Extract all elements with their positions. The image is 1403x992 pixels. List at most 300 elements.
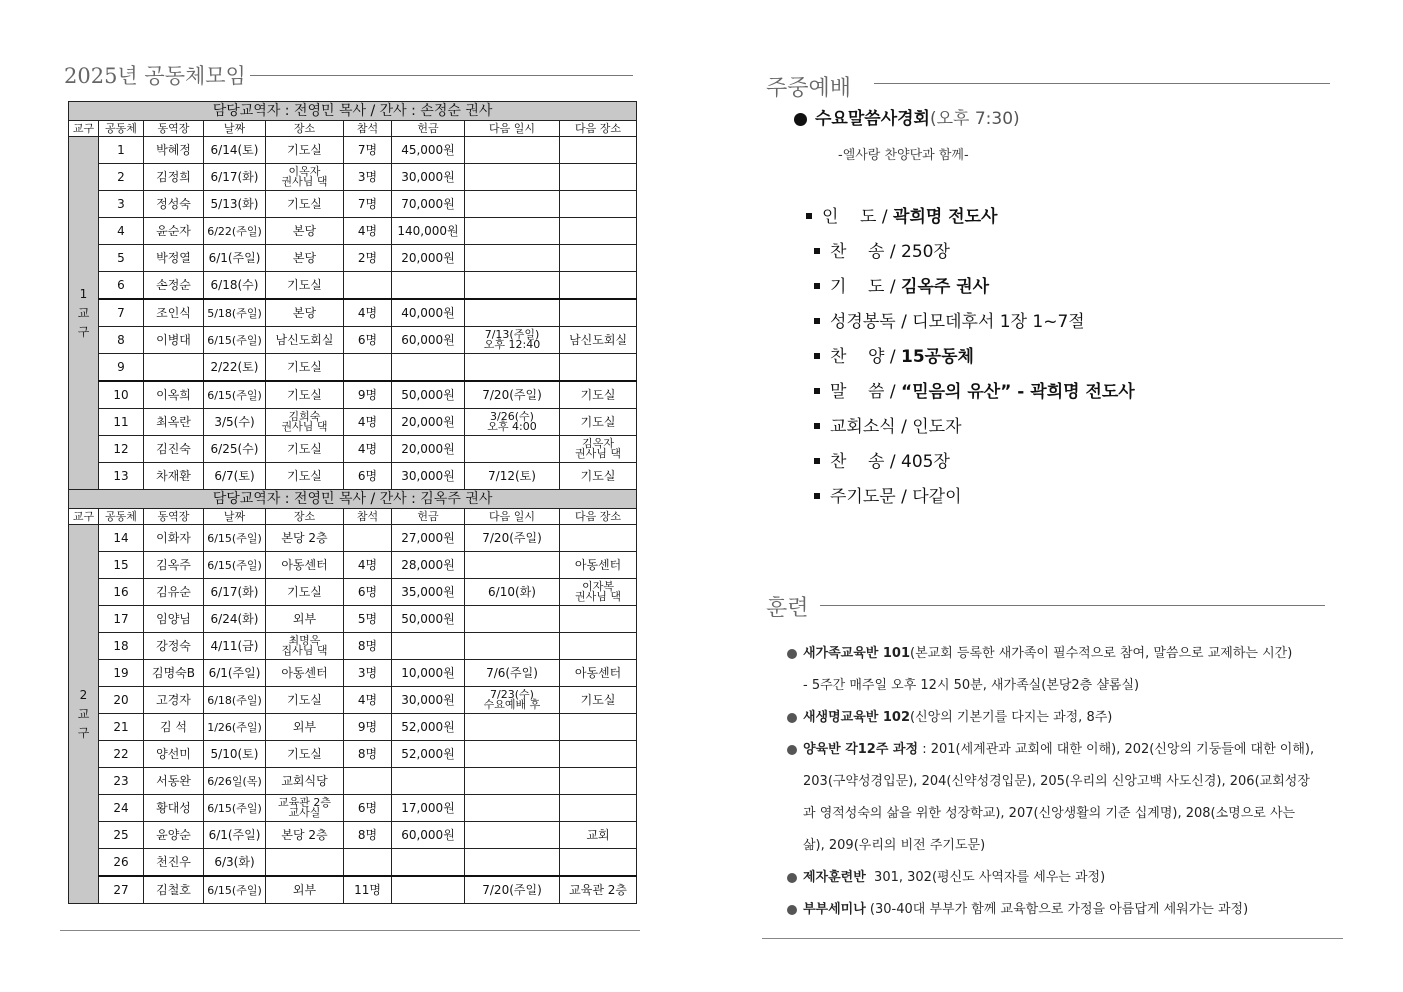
cell-no: 23 bbox=[99, 768, 144, 795]
column-header: 헌금 bbox=[392, 121, 465, 137]
order-separator: / bbox=[876, 207, 894, 227]
cell-leader: 이옥희 bbox=[144, 381, 204, 409]
cell-place: 기도실 bbox=[266, 381, 344, 409]
cell-line: 이자복 bbox=[582, 580, 614, 593]
training-text: : 201(세계관과 교회에 대한 이해), 202(신앙의 기둥들에 대한 이해), bbox=[918, 742, 1315, 757]
square-bullet-icon bbox=[814, 388, 820, 394]
cell-place: 본당 bbox=[266, 218, 344, 245]
cell-nplace bbox=[560, 579, 637, 606]
cell-no: 5 bbox=[99, 245, 144, 272]
cell-off: 17,000원 bbox=[392, 795, 465, 822]
order-separator: / bbox=[884, 242, 902, 262]
cell-ndate bbox=[465, 245, 560, 272]
square-bullet-icon bbox=[814, 493, 820, 499]
cell-ndate bbox=[465, 218, 560, 245]
cell-att bbox=[344, 768, 392, 795]
cell-date: 3/5(수) bbox=[204, 409, 266, 436]
cell-place bbox=[266, 164, 344, 191]
column-header: 공동체 bbox=[99, 509, 144, 525]
training-item bbox=[787, 702, 1317, 734]
cell-date: 6/14(토) bbox=[204, 137, 266, 164]
cell-date: 6/1(주일) bbox=[204, 660, 266, 687]
district-label: 1 교 구 bbox=[69, 137, 99, 490]
cell-date: 6/1(주일) bbox=[204, 245, 266, 272]
cell-no: 12 bbox=[99, 436, 144, 463]
cell-off: 30,000원 bbox=[392, 164, 465, 191]
training-item bbox=[787, 734, 1317, 766]
cell-leader: 최옥란 bbox=[144, 409, 204, 436]
cell-off: 30,000원 bbox=[392, 463, 465, 490]
cell-ndate bbox=[465, 606, 560, 633]
order-label: 성경봉독 bbox=[830, 312, 896, 332]
training-item bbox=[787, 766, 1317, 798]
square-bullet-icon bbox=[814, 318, 820, 324]
cell-line: 오후 12:40 bbox=[483, 338, 541, 351]
training-list bbox=[787, 638, 1317, 926]
cell-nplace bbox=[560, 354, 637, 382]
table-row bbox=[69, 606, 637, 633]
order-label: 기 도 bbox=[830, 277, 885, 297]
column-header: 참석 bbox=[344, 509, 392, 525]
cell-att: 6명 bbox=[344, 327, 392, 354]
cell-date: 6/1(주일) bbox=[204, 822, 266, 849]
cell-off: 60,000원 bbox=[392, 327, 465, 354]
cell-no: 26 bbox=[99, 849, 144, 877]
cell-line: 권사님 댁 bbox=[575, 590, 622, 603]
cell-no: 20 bbox=[99, 687, 144, 714]
order-label: 교회소식 bbox=[830, 417, 896, 437]
cell-date: 6/18(주일) bbox=[204, 687, 266, 714]
cell-nplace: 교회 bbox=[560, 822, 637, 849]
cell-place: 외부 bbox=[266, 714, 344, 741]
table-row bbox=[69, 137, 637, 164]
cell-att: 6명 bbox=[344, 579, 392, 606]
cell-off: 52,000원 bbox=[392, 714, 465, 741]
dot-bullet-icon bbox=[787, 713, 797, 723]
order-label: 찬 양 bbox=[830, 347, 885, 367]
cell-date: 6/24(화) bbox=[204, 606, 266, 633]
cell-off bbox=[392, 272, 465, 300]
cell-date: 1/26(주일) bbox=[204, 714, 266, 741]
cell-off: 52,000원 bbox=[392, 741, 465, 768]
cell-no: 27 bbox=[99, 876, 144, 904]
cell-off: 140,000원 bbox=[392, 218, 465, 245]
cell-leader: 차재환 bbox=[144, 463, 204, 490]
cell-no: 3 bbox=[99, 191, 144, 218]
order-separator: / bbox=[895, 417, 913, 437]
cell-ndate bbox=[465, 272, 560, 300]
cell-date: 6/17(화) bbox=[204, 579, 266, 606]
cell-no: 2 bbox=[99, 164, 144, 191]
cell-line: 권사님 댁 bbox=[281, 420, 328, 433]
cell-line: 권사님 댁 bbox=[575, 447, 622, 460]
cell-ndate bbox=[465, 354, 560, 382]
order-item bbox=[800, 415, 1135, 450]
cell-ndate bbox=[465, 299, 560, 327]
cell-no: 9 bbox=[99, 354, 144, 382]
cell-ndate bbox=[465, 409, 560, 436]
table-row bbox=[69, 463, 637, 490]
training-name: 부부세미나 bbox=[803, 902, 866, 917]
square-bullet-icon bbox=[814, 248, 820, 254]
order-value: 곽희명 전도사 bbox=[893, 207, 998, 227]
cell-nplace bbox=[560, 525, 637, 552]
cell-off: 30,000원 bbox=[392, 687, 465, 714]
cell-line: 3/26(수) bbox=[490, 410, 534, 423]
cell-att: 6명 bbox=[344, 463, 392, 490]
cell-line: 이옥자 bbox=[288, 165, 321, 178]
cell-off: 60,000원 bbox=[392, 822, 465, 849]
table-row bbox=[69, 299, 637, 327]
training-item bbox=[787, 830, 1317, 862]
cell-place: 본당 bbox=[266, 245, 344, 272]
training-item bbox=[787, 638, 1317, 670]
order-item bbox=[800, 275, 1135, 310]
cell-no: 25 bbox=[99, 822, 144, 849]
left-bottom-rule bbox=[60, 930, 640, 931]
training-name: 제자훈련반 bbox=[803, 870, 866, 885]
table-row bbox=[69, 633, 637, 660]
table-row bbox=[69, 876, 637, 904]
training-item bbox=[787, 670, 1317, 702]
cell-leader: 이병대 bbox=[144, 327, 204, 354]
table-row bbox=[69, 714, 637, 741]
cell-ndate: 7/20(주일) bbox=[465, 381, 560, 409]
cell-line: 7/13(주일) bbox=[484, 328, 540, 341]
cell-date: 6/15(주일) bbox=[204, 552, 266, 579]
cell-nplace bbox=[560, 137, 637, 164]
order-value: 250장 bbox=[901, 242, 950, 262]
table-row bbox=[69, 579, 637, 606]
training-text: 301, 302(평신도 사역자를 세우는 과정) bbox=[865, 870, 1106, 885]
order-item bbox=[800, 205, 1135, 240]
column-header-row bbox=[69, 509, 637, 525]
cell-leader: 손정순 bbox=[144, 272, 204, 300]
cell-no: 6 bbox=[99, 272, 144, 300]
table-row bbox=[69, 436, 637, 463]
dot-bullet-icon bbox=[787, 745, 797, 755]
cell-date: 6/22(주일) bbox=[204, 218, 266, 245]
order-value: 인도자 bbox=[912, 417, 962, 437]
order-separator: / bbox=[884, 452, 902, 472]
training-text: 203(구약성경입문), 204(신약성경입문), 205(우리의 신앙고백 사도신경), 206(교회성장 bbox=[803, 774, 1310, 789]
cell-ndate bbox=[465, 164, 560, 191]
cell-leader: 임양님 bbox=[144, 606, 204, 633]
training-text: (본교회 등록한 새가족이 필수적으로 참여, 말씀으로 교제하는 시간) bbox=[910, 646, 1293, 661]
cell-place: 기도실 bbox=[266, 354, 344, 382]
cell-att bbox=[344, 849, 392, 877]
cell-nplace bbox=[560, 795, 637, 822]
service-name: 수요말씀사경회 bbox=[815, 109, 930, 129]
cell-ndate bbox=[465, 741, 560, 768]
cell-leader: 윤양순 bbox=[144, 822, 204, 849]
cell-off bbox=[392, 768, 465, 795]
cell-att: 9명 bbox=[344, 381, 392, 409]
cell-ndate bbox=[465, 714, 560, 741]
cell-off: 27,000원 bbox=[392, 525, 465, 552]
column-header: 동역장 bbox=[144, 121, 204, 137]
title-rule bbox=[250, 75, 633, 76]
training-title: 훈련 bbox=[766, 596, 809, 621]
cell-nplace bbox=[560, 633, 637, 660]
dot-bullet-icon bbox=[787, 905, 797, 915]
order-value: 디모데후서 1장 1~7절 bbox=[912, 312, 1085, 332]
square-bullet-icon bbox=[814, 458, 820, 464]
table-row bbox=[69, 218, 637, 245]
group-header: 담당교역자 : 전영민 목사 / 간사 : 김옥주 권사 bbox=[69, 490, 637, 509]
table-row bbox=[69, 822, 637, 849]
cell-leader: 김 석 bbox=[144, 714, 204, 741]
column-header: 동역장 bbox=[144, 509, 204, 525]
cell-place: 외부 bbox=[266, 876, 344, 904]
cell-off: 50,000원 bbox=[392, 606, 465, 633]
cell-leader: 김옥주 bbox=[144, 552, 204, 579]
cell-leader: 양선미 bbox=[144, 741, 204, 768]
cell-att: 8명 bbox=[344, 822, 392, 849]
table-row bbox=[69, 409, 637, 436]
cell-place bbox=[266, 633, 344, 660]
cell-att: 4명 bbox=[344, 299, 392, 327]
cell-att bbox=[344, 354, 392, 382]
square-bullet-icon bbox=[814, 353, 820, 359]
cell-ndate bbox=[465, 687, 560, 714]
cell-nplace: 기도실 bbox=[560, 463, 637, 490]
cell-no: 15 bbox=[99, 552, 144, 579]
cell-leader: 박정열 bbox=[144, 245, 204, 272]
order-item bbox=[800, 310, 1135, 345]
cell-date: 6/15(주일) bbox=[204, 876, 266, 904]
order-separator: / bbox=[895, 312, 913, 332]
cell-place: 남신도회실 bbox=[266, 327, 344, 354]
column-header: 참석 bbox=[344, 121, 392, 137]
cell-leader: 조인식 bbox=[144, 299, 204, 327]
cell-nplace bbox=[560, 272, 637, 300]
order-separator: / bbox=[884, 347, 902, 367]
cell-line: 김희숙 bbox=[288, 410, 321, 423]
training-text: 삶), 209(우리의 비전 주기도문) bbox=[803, 838, 986, 853]
cell-leader: 김정희 bbox=[144, 164, 204, 191]
cell-date: 2/22(토) bbox=[204, 354, 266, 382]
cell-ndate: 7/20(주일) bbox=[465, 525, 560, 552]
dot-bullet-icon bbox=[787, 649, 797, 659]
table-row bbox=[69, 191, 637, 218]
table-row bbox=[69, 768, 637, 795]
cell-att: 4명 bbox=[344, 687, 392, 714]
cell-place bbox=[266, 409, 344, 436]
cell-date: 4/11(금) bbox=[204, 633, 266, 660]
cell-att bbox=[344, 525, 392, 552]
table-row bbox=[69, 245, 637, 272]
cell-off: 70,000원 bbox=[392, 191, 465, 218]
training-text: 과 영적성숙의 삶을 위한 성장학교), 207(신앙생활의 기준 십계명), 208(소명으로 사는 bbox=[803, 806, 1296, 821]
cell-nplace: 아동센터 bbox=[560, 660, 637, 687]
cell-line: 수요예배 후 bbox=[483, 698, 541, 711]
cell-nplace bbox=[560, 218, 637, 245]
cell-off: 10,000원 bbox=[392, 660, 465, 687]
cell-no: 13 bbox=[99, 463, 144, 490]
column-header: 공동체 bbox=[99, 121, 144, 137]
cell-no: 10 bbox=[99, 381, 144, 409]
worship-order-list bbox=[800, 205, 1135, 520]
cell-place: 기도실 bbox=[266, 191, 344, 218]
order-item bbox=[800, 485, 1135, 520]
training-name: 새가족교육반 101 bbox=[803, 646, 911, 661]
cell-att: 8명 bbox=[344, 741, 392, 768]
cell-att bbox=[344, 272, 392, 300]
cell-no: 17 bbox=[99, 606, 144, 633]
cell-place: 기도실 bbox=[266, 137, 344, 164]
cell-att: 9명 bbox=[344, 714, 392, 741]
column-header: 다음 장소 bbox=[560, 509, 637, 525]
cell-line: 최명옥 bbox=[288, 634, 321, 647]
cell-place: 본당 2층 bbox=[266, 525, 344, 552]
cell-ndate bbox=[465, 191, 560, 218]
cell-leader: 황대성 bbox=[144, 795, 204, 822]
cell-date: 6/15(주일) bbox=[204, 327, 266, 354]
cell-att: 7명 bbox=[344, 137, 392, 164]
cell-leader: 정성숙 bbox=[144, 191, 204, 218]
cell-nplace: 아동센터 bbox=[560, 552, 637, 579]
order-item bbox=[800, 450, 1135, 485]
cell-leader bbox=[144, 354, 204, 382]
cell-ndate: 7/6(주일) bbox=[465, 660, 560, 687]
training-text: - 5주간 매주일 오후 12시 50분, 새가족실(본당2층 샬롬실) bbox=[803, 678, 1140, 693]
cell-leader: 이화자 bbox=[144, 525, 204, 552]
order-value: 다같이 bbox=[912, 487, 962, 507]
cell-nplace: 교육관 2층 bbox=[560, 876, 637, 904]
cell-ndate: 6/10(화) bbox=[465, 579, 560, 606]
cell-nplace bbox=[560, 245, 637, 272]
training-text: (신앙의 기본기를 다지는 과정, 8주) bbox=[910, 710, 1113, 725]
cell-att: 4명 bbox=[344, 409, 392, 436]
cell-no: 14 bbox=[99, 525, 144, 552]
cell-place: 본당 bbox=[266, 299, 344, 327]
table-row bbox=[69, 381, 637, 409]
cell-ndate bbox=[465, 795, 560, 822]
cell-line: 오후 4:00 bbox=[487, 420, 537, 433]
training-rule bbox=[820, 605, 1325, 606]
table-row bbox=[69, 687, 637, 714]
cell-line: 집사님 댁 bbox=[281, 644, 328, 657]
cell-att: 3명 bbox=[344, 660, 392, 687]
table-row bbox=[69, 354, 637, 382]
training-name: 새생명교육반 102 bbox=[803, 710, 911, 725]
community-title: 2025년 공동체모임 bbox=[64, 64, 246, 88]
order-value: 405장 bbox=[901, 452, 950, 472]
order-value: 김옥주 권사 bbox=[901, 277, 990, 297]
dot-bullet-icon bbox=[787, 873, 797, 883]
bullet-icon bbox=[794, 113, 807, 126]
service-heading bbox=[794, 104, 1020, 129]
cell-line: 7/23(수) bbox=[490, 688, 534, 701]
order-value: 15공동체 bbox=[901, 347, 974, 367]
cell-att: 4명 bbox=[344, 552, 392, 579]
cell-date: 6/7(토) bbox=[204, 463, 266, 490]
training-item bbox=[787, 862, 1317, 894]
cell-nplace bbox=[560, 849, 637, 877]
cell-line: 교육관 2층 bbox=[278, 796, 331, 809]
cell-nplace: 남신도회실 bbox=[560, 327, 637, 354]
order-label: 찬 송 bbox=[830, 452, 885, 472]
cell-ndate bbox=[465, 327, 560, 354]
cell-line: 교사실 bbox=[288, 806, 321, 819]
cell-no: 11 bbox=[99, 409, 144, 436]
cell-place bbox=[266, 849, 344, 877]
training-item bbox=[787, 798, 1317, 830]
square-bullet-icon bbox=[814, 423, 820, 429]
cell-off bbox=[392, 876, 465, 904]
cell-nplace bbox=[560, 741, 637, 768]
cell-place bbox=[266, 795, 344, 822]
cell-no: 22 bbox=[99, 741, 144, 768]
cell-date: 6/15(주일) bbox=[204, 795, 266, 822]
cell-no: 8 bbox=[99, 327, 144, 354]
cell-att: 8명 bbox=[344, 633, 392, 660]
square-bullet-icon bbox=[814, 283, 820, 289]
order-separator: / bbox=[884, 277, 902, 297]
table-row bbox=[69, 525, 637, 552]
column-header: 다음 일시 bbox=[465, 121, 560, 137]
group-header-row bbox=[69, 102, 637, 121]
cell-place: 외부 bbox=[266, 606, 344, 633]
cell-ndate bbox=[465, 822, 560, 849]
cell-nplace: 기도실 bbox=[560, 409, 637, 436]
cell-leader: 강정숙 bbox=[144, 633, 204, 660]
order-value: “믿음의 유산” - 곽희명 전도사 bbox=[901, 382, 1135, 402]
cell-nplace bbox=[560, 714, 637, 741]
cell-off bbox=[392, 633, 465, 660]
cell-place: 교회식당 bbox=[266, 768, 344, 795]
column-header: 다음 일시 bbox=[465, 509, 560, 525]
order-label: 말 씀 bbox=[830, 382, 885, 402]
table-row bbox=[69, 552, 637, 579]
cell-leader: 윤순자 bbox=[144, 218, 204, 245]
worship-rule bbox=[874, 83, 1330, 84]
cell-ndate bbox=[465, 552, 560, 579]
cell-leader: 박혜정 bbox=[144, 137, 204, 164]
group-header-row bbox=[69, 490, 637, 509]
cell-off: 40,000원 bbox=[392, 299, 465, 327]
training-item bbox=[787, 894, 1317, 926]
square-bullet-icon bbox=[806, 213, 812, 219]
cell-no: 7 bbox=[99, 299, 144, 327]
table-row bbox=[69, 795, 637, 822]
cell-date: 6/17(화) bbox=[204, 164, 266, 191]
cell-nplace bbox=[560, 299, 637, 327]
cell-leader: 천진우 bbox=[144, 849, 204, 877]
cell-ndate bbox=[465, 633, 560, 660]
cell-no: 18 bbox=[99, 633, 144, 660]
cell-nplace bbox=[560, 191, 637, 218]
column-header: 헌금 bbox=[392, 509, 465, 525]
table-row bbox=[69, 327, 637, 354]
cell-att: 3명 bbox=[344, 164, 392, 191]
cell-line: 김옥자 bbox=[582, 437, 614, 450]
cell-leader: 김유순 bbox=[144, 579, 204, 606]
column-header: 교구 bbox=[69, 121, 99, 137]
cell-off bbox=[392, 354, 465, 382]
cell-nplace bbox=[560, 768, 637, 795]
worship-title: 주중예배 bbox=[766, 76, 852, 101]
cell-off: 20,000원 bbox=[392, 436, 465, 463]
cell-nplace bbox=[560, 606, 637, 633]
cell-date: 6/25(수) bbox=[204, 436, 266, 463]
service-time: (오후 7:30) bbox=[929, 109, 1020, 129]
cell-date: 6/15(주일) bbox=[204, 525, 266, 552]
cell-att: 2명 bbox=[344, 245, 392, 272]
cell-leader: 고경자 bbox=[144, 687, 204, 714]
table-row bbox=[69, 849, 637, 877]
